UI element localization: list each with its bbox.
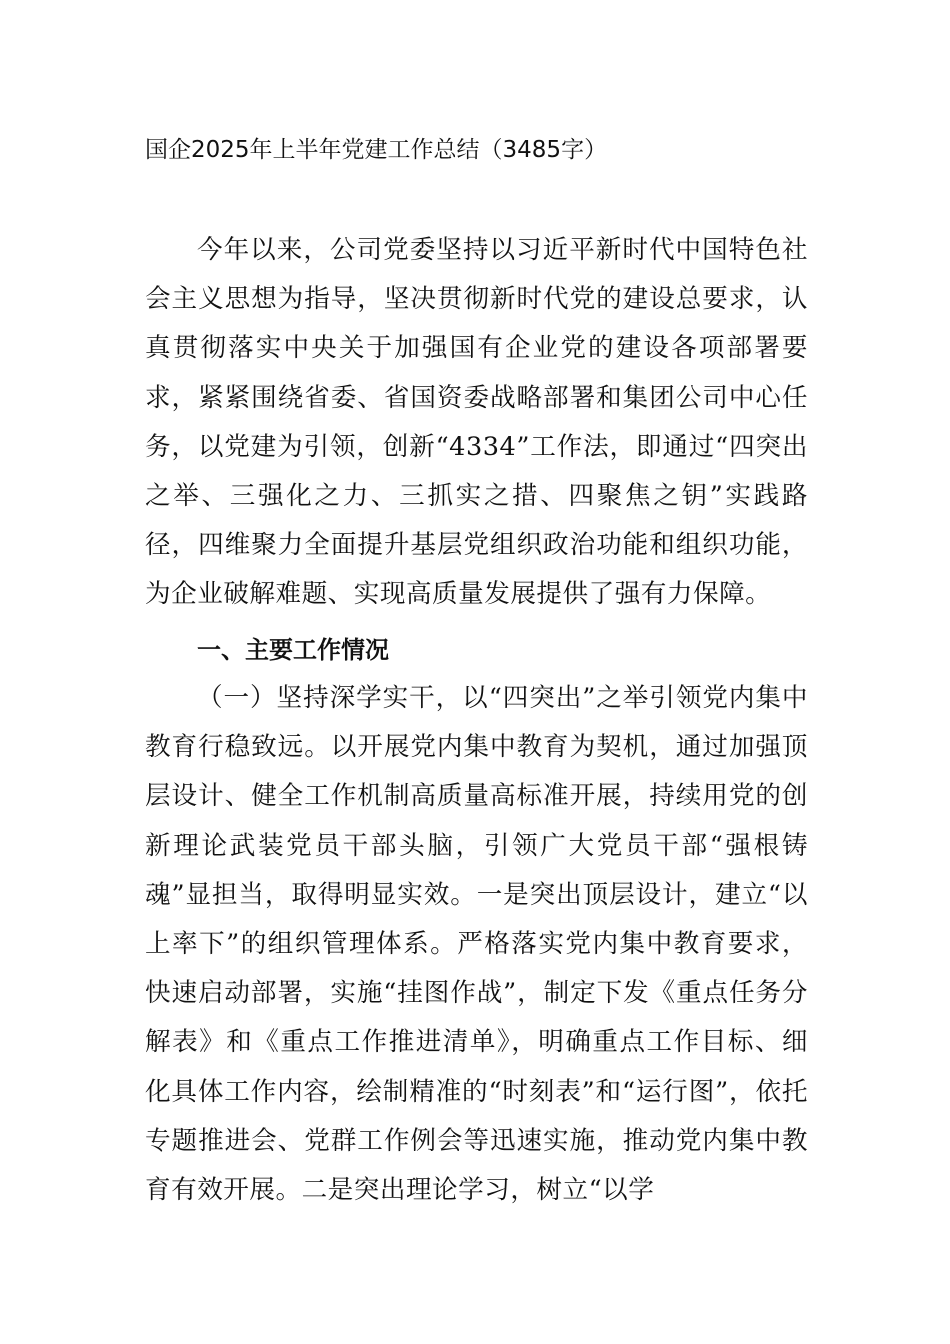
section-paragraph-deep-study: （一）坚持深学实干，以“四突出”之举引领党内集中教育行稳致远。以开展党内集中教育为契机，通过加强顶层设计、健全工作机制高质量高标准开展，持续用党的创新理论武装党员干部头脑，引领广大党员干部“强根铸魂”显担当，取得明显实效。一是突出顶层设计，建立“以上率下”的组织管理体系。严格落实党内集中教育要求，快速启动部署，实施“挂图作战”，制定下发《重点任务分解表》和《重点工作推进清单》，明确重点工作目标、细化具体工作内容，绘制精准的“时刻表”和“运行图”，依托专题推进会、党群工作例会等迅速实施，推动党内集中教育有效开展。二是突出理论学习，树立“以学 (145, 683, 808, 1206)
document-title: 国企2025年上半年党建工作总结（3485字） (145, 137, 608, 163)
section-heading-main-work: 一、主要工作情况 (197, 636, 389, 664)
intro-paragraph: 今年以来，公司党委坚持以习近平新时代中国特色社会主义思想为指导，坚决贯彻新时代党的建设总要求，认真贯彻落实中央关于加强国有企业党的建设各项部署要求，紧紧围绕省委、省国资委战略部署和集团公司中心任务，以党建为引领，创新“4334”工作法，即通过“四突出之举、三强化之力、三抓实之措、四聚焦之钥”实践路径，四维聚力全面提升基层党组织政治功能和组织功能，为企业破解难题、实现高质量发展提供了强有力保障。 (145, 235, 808, 610)
